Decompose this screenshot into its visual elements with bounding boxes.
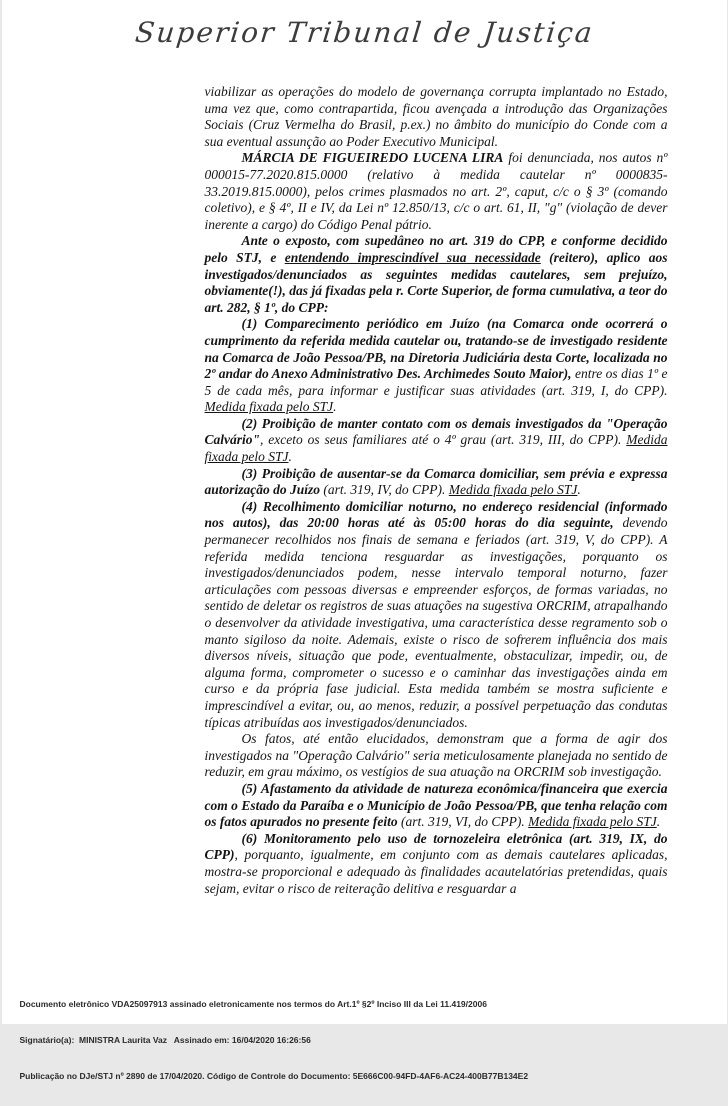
paragraph-continuation bbox=[205, 84, 668, 150]
measure-detail: , exceto os seus familiares até o 4º grau (art. 319, III, do CPP). bbox=[260, 432, 627, 448]
footer-publication-control-code: Publicação no DJe/STJ nº 2890 de 17/04/2020. Código de Controle do Documento: 5E666C00-94FD-4AF6-AC24-400B77B134E2 bbox=[19, 1071, 529, 1081]
period: . bbox=[333, 399, 337, 415]
footer-signatory: Signatário(a): MINISTRA Laurita Vaz Assinado em: 16/04/2020 16:26:56 bbox=[19, 1035, 311, 1045]
paragraph-text: Ante o exposto, com supedâneo no art. 319 do CPP, e conforme decidido pelo STJ, e bbox=[204, 233, 668, 265]
measure-fixed-note: Medida fixada pelo STJ bbox=[204, 399, 334, 415]
court-title: Superior Tribunal de Justiça bbox=[133, 16, 595, 49]
paragraph-text: viabilizar as operações do modelo de governança corrupta implantado no Estado, uma vez que, como contrapartida, ficou avençada a introdução das Organizações Sociais (Cruz Vermelha do Brasil, p.ex.) no âmbito do município do Conde com a sua eventual assunção ao Poder Executivo Municipal. bbox=[204, 84, 668, 149]
measure-item-4 bbox=[205, 499, 668, 731]
measure-title: (5) Afastamento da atividade de natureza econômica/financeira que exercia com o Estado da Paraíba e o Município de João Pessoa/PB, que tenha relação com os fatos apurados no presente feito bbox=[204, 780, 668, 830]
document-body bbox=[205, 84, 668, 897]
measure-title: (2) Proibição de manter contato com os demais investigados da "Operação Calvário" bbox=[204, 415, 668, 448]
defendant-name: MÁRCIA DE FIGUEIREDO LUCENA LIRA bbox=[241, 150, 504, 166]
measure-title: (6) Monitoramento pelo uso de tornozeleira eletrônica (art. 319, IX, do CPP) bbox=[204, 830, 668, 863]
measure-fixed-note: Medida fixada pelo STJ bbox=[528, 814, 657, 830]
measure-item-2 bbox=[205, 416, 668, 466]
paragraph-text: (reitero), aplico aos investigados/denunciados as seguintes medidas cautelares, sem prejuízo, obviamente(!), das já fixadas pela r. Corte Superior, de forma cumulativa, a teor do art. 282, § 1º, do CPP: bbox=[204, 249, 668, 315]
paragraph-denunciation bbox=[205, 150, 668, 233]
paragraph-text: foi denunciada, nos autos nº 000015-77.2020.815.0000 (relativo à medida cautelar nº 0000835-33.2019.815.0000), pelos crimes plasmados no art. 2º, caput, c/c o § 3º (comando coletivo), e § 4º, II e IV, da Lei nº 12.850/13, c/c o art. 61, II, "g" (violação de dever inerente a cargo) do Código Penal pátrio. bbox=[204, 150, 668, 232]
measure-title: (1) Comparecimento periódico em Juízo (na Comarca onde ocorrerá o cumprimento da referida medida cautelar ou, tratando-se de investigado residente na Comarca de João Pessoa/PB, na Diretoria Judiciária desta Corte, localizada no 2º andar do Anexo Administrativo Des. Archimedes Souto Maior), bbox=[204, 316, 668, 382]
measure-item-6 bbox=[205, 831, 668, 897]
document-page bbox=[2, 0, 727, 1081]
measure-title: (4) Recolhimento domiciliar noturno, no endereço residencial (informado nos autos), das 20:00 horas até às 05:00 horas do dia seguinte, bbox=[204, 498, 668, 531]
measure-item-3 bbox=[205, 466, 668, 499]
footer-signature-law: Documento eletrônico VDA25097913 assinado eletronicamente nos termos do Art.1º §2º Inciso III da Lei 11.419/2006 bbox=[19, 999, 487, 1009]
paragraph-decision bbox=[205, 233, 668, 316]
paragraph-facts bbox=[205, 731, 668, 781]
measure-item-5 bbox=[205, 781, 668, 831]
measure-item-1 bbox=[205, 316, 668, 416]
measure-detail: , porquanto, igualmente, em conjunto com as demais cautelares aplicadas, mostra-se proporcional e adequado às finalidades acautelatórias pretendidas, quais sejam, evitar o risco de reiteração delitiva e resguardar a bbox=[204, 847, 668, 896]
underlined-phrase: entendendo imprescindível sua necessidade bbox=[284, 249, 541, 265]
signature-footer bbox=[20, 974, 720, 1106]
period: . bbox=[577, 482, 581, 498]
measure-fixed-note: Medida fixada pelo STJ bbox=[448, 482, 578, 498]
period: . bbox=[656, 814, 661, 830]
measure-detail: entre os dias 1º e 5 de cada mês, para informar e justificar suas atividades (art. 319, I, do CPP). bbox=[204, 366, 668, 398]
measure-detail: (art. 319, IV, do CPP). bbox=[320, 482, 449, 498]
measure-detail: devendo permanecer recolhidos nos finais de semana e feriados (art. 319, V, do CPP). A referida medida tenciona resguardar as investigações, porquanto os investigados/denunciados podem, nesse intervalo temporal noturno, fazer articulações com pessoas diversas e empreender esforços, de formas variadas, no sentido de deletar os registros de suas atuações na sugestiva ORCRIM, atrapalhando o desenvolver da atividade investigativa, uma característica desse regramento sob o manto sigiloso da noite. Ademais, existe o risco de sofrerem influência dos mais diversos níveis, situação que pode, eventualmente, obstaculizar, impedir, ou, de alguma forma, comprometer o sucesso e o caminhar das investigações ainda em curso e da própria fase judicial. Esta medida também se mostra suficiente e imprescindível a evitar, ou, ao menos, reduzir, a possível perpetuação das condutas típicas atribuídas aos investigados/denunciados. bbox=[204, 515, 668, 730]
measure-detail: (art. 319, VI, do CPP). bbox=[397, 814, 529, 830]
measure-fixed-note: Medida fixada pelo STJ bbox=[204, 432, 668, 465]
paragraph-text: Os fatos, até então elucidados, demonstram que a forma de agir dos investigados na "Operação Calvário" seria meticulosamente planejada no sentido de reduzir, em grau máximo, os vestígios de sua atuação na ORCRIM sob investigação. bbox=[204, 731, 668, 780]
measure-title: (3) Proibição de ausentar-se da Comarca domiciliar, sem prévia e expressa autorização do Juízo bbox=[204, 465, 668, 498]
period: . bbox=[288, 449, 292, 465]
